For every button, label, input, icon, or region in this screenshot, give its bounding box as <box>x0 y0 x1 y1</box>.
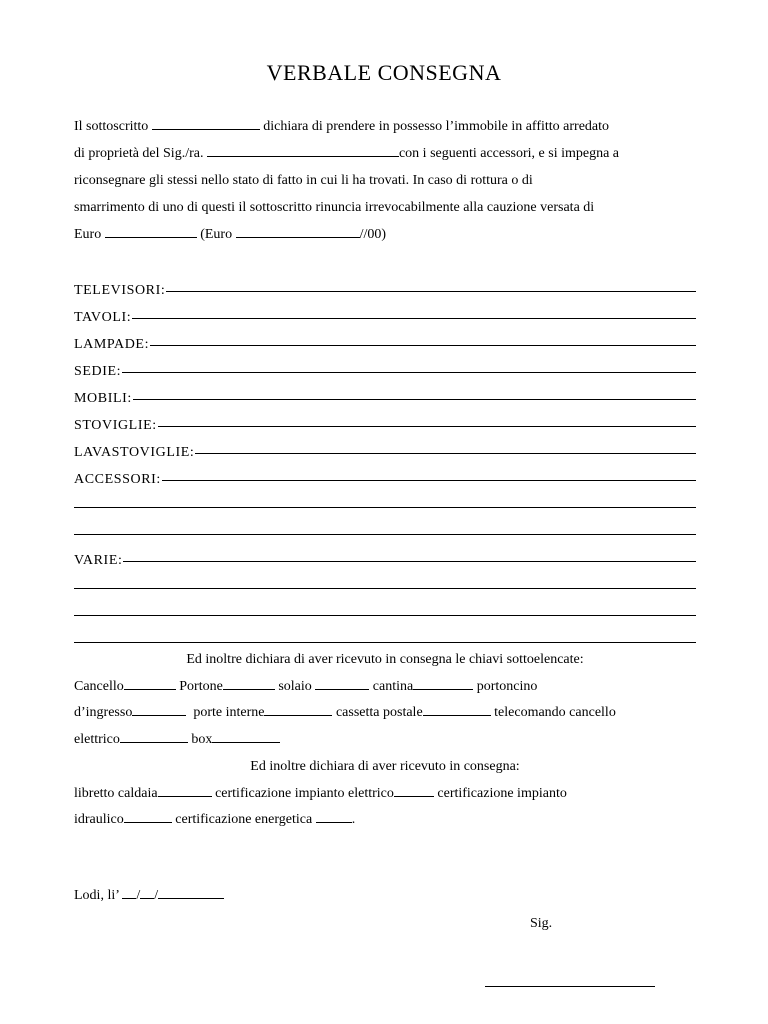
field-label: LAVASTOVIGLIE: <box>74 445 195 460</box>
field-blank-row <box>74 623 696 650</box>
field-sedie <box>74 353 696 380</box>
key-label: elettrico <box>74 732 120 748</box>
field-lampade <box>74 326 696 353</box>
day-blank[interactable] <box>122 888 136 899</box>
intro-text: con i seguenti accessori, e si impegna a <box>398 146 620 161</box>
doc-label: certificazione impianto <box>437 785 567 801</box>
field-line[interactable] <box>150 345 696 346</box>
key-blank[interactable] <box>132 705 186 716</box>
field-tavoli <box>74 299 696 326</box>
field-lavastoviglie <box>74 434 696 461</box>
key-label: solaio <box>278 678 312 694</box>
field-label: MOBILI: <box>74 391 132 406</box>
doc-label: libretto caldaia <box>74 785 158 801</box>
key-blank[interactable] <box>413 679 473 690</box>
doc-label: idraulico <box>74 812 124 828</box>
intro-text: smarrimento di uno di questi il sottoscritto rinuncia irrevocabilmente alla cauzione versata di <box>74 200 595 215</box>
field-line[interactable] <box>74 642 696 643</box>
key-label: Cancello <box>74 678 124 694</box>
field-blank-row <box>74 569 696 596</box>
key-blank[interactable] <box>120 732 188 743</box>
key-blank[interactable] <box>423 705 491 716</box>
field-stoviglie <box>74 407 696 434</box>
docs-heading: Ed inoltre dichiara di aver ricevuto in consegna: <box>250 758 520 774</box>
field-line[interactable] <box>133 399 696 400</box>
key-label: cassetta postale <box>335 705 423 721</box>
year-blank[interactable] <box>158 888 224 899</box>
field-label: ACCESSORI: <box>74 472 161 487</box>
key-label: box <box>191 732 213 748</box>
intro-text: dichiara di prendere in possesso l’immobile in affitto arredato <box>263 119 610 134</box>
field-line[interactable] <box>195 453 696 454</box>
doc-end: . <box>351 812 356 828</box>
key-blank[interactable] <box>212 732 280 743</box>
intro-text: riconsegnare gli stessi nello stato di fatto in cui li ha trovati. In caso di rottura o di <box>74 173 533 188</box>
keys-heading: Ed inoltre dichiara di aver ricevuto in consegna le chiavi sottoelencate: <box>186 652 584 667</box>
euro-words-blank[interactable] <box>236 227 360 238</box>
field-line[interactable] <box>158 426 696 427</box>
date-separator: / <box>154 888 159 903</box>
doc-blank[interactable] <box>394 786 434 797</box>
field-blank-row <box>74 515 696 542</box>
intro-text: Il sottoscritto <box>74 119 149 134</box>
field-blank-row <box>74 596 696 623</box>
field-line[interactable] <box>132 318 696 319</box>
owner-blank[interactable] <box>207 146 399 157</box>
intro-paragraph <box>74 113 694 248</box>
intro-text: (Euro <box>200 227 233 242</box>
date-separator: / <box>136 888 141 903</box>
inventory-fields <box>74 272 696 650</box>
name-blank[interactable] <box>152 119 260 130</box>
field-varie <box>74 542 696 569</box>
field-label: TAVOLI: <box>74 310 132 325</box>
field-blank-row <box>74 488 696 515</box>
key-label: d’ingresso <box>74 705 133 721</box>
field-accessori <box>74 461 696 488</box>
key-blank[interactable] <box>124 679 176 690</box>
key-label: portoncino <box>476 678 538 694</box>
intro-text: //00) <box>359 227 387 242</box>
field-label: SEDIE: <box>74 364 122 379</box>
intro-text: di proprietà del Sig./ra. <box>74 146 204 161</box>
intro-text: Euro <box>74 227 102 242</box>
doc-label: certificazione energetica <box>175 812 313 828</box>
field-televisori <box>74 272 696 299</box>
field-label: VARIE: <box>74 553 123 568</box>
field-label: TELEVISORI: <box>74 283 166 298</box>
field-line[interactable] <box>166 291 696 292</box>
key-blank[interactable] <box>315 679 369 690</box>
key-label: porte interne <box>193 705 265 721</box>
place-label: Lodi, li’ <box>74 888 119 903</box>
key-label: Portone <box>179 678 223 694</box>
signature-label: Sig. <box>530 916 553 931</box>
month-blank[interactable] <box>140 888 154 899</box>
field-line[interactable] <box>74 615 696 616</box>
document-title: VERBALE CONSEGNA <box>266 60 502 85</box>
keys-section <box>74 647 696 834</box>
field-line[interactable] <box>122 372 696 373</box>
key-label: cantina <box>372 678 414 694</box>
field-line[interactable] <box>162 480 696 481</box>
field-line[interactable] <box>123 561 696 562</box>
field-mobili <box>74 380 696 407</box>
doc-blank[interactable] <box>158 786 212 797</box>
field-line[interactable] <box>74 534 696 535</box>
date-line <box>74 888 224 904</box>
key-blank[interactable] <box>223 679 275 690</box>
signature-line[interactable] <box>485 986 655 987</box>
field-label: LAMPADE: <box>74 337 150 352</box>
doc-label: certificazione impianto elettrico <box>215 785 394 801</box>
key-blank[interactable] <box>264 705 332 716</box>
doc-blank[interactable] <box>316 812 352 823</box>
euro-amount-blank[interactable] <box>105 227 197 238</box>
field-line[interactable] <box>74 507 696 508</box>
field-line[interactable] <box>74 588 696 589</box>
key-label: telecomando cancello <box>494 705 616 721</box>
doc-blank[interactable] <box>124 812 172 823</box>
field-label: STOVIGLIE: <box>74 418 157 433</box>
